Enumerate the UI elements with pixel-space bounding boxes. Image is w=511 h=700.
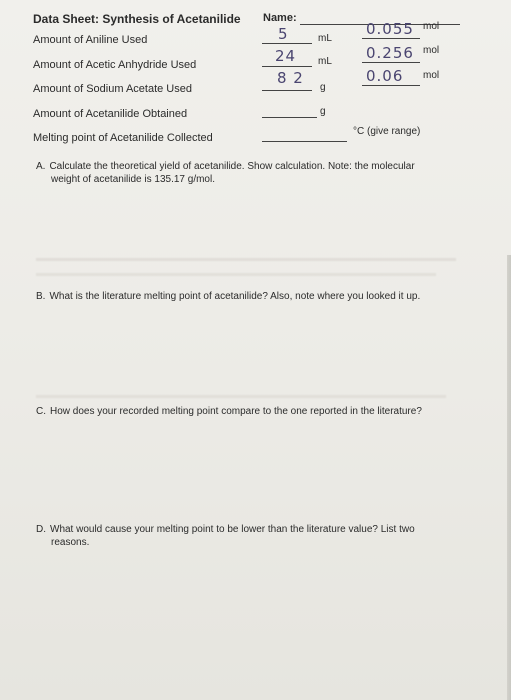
acetanilide-obtained-unit: g	[320, 106, 326, 117]
page-title: Data Sheet: Synthesis of Acetanilide	[33, 12, 241, 26]
row-label-melting-point: Melting point of Acetanilide Collected	[33, 132, 213, 144]
question-c-letter: C.	[36, 406, 46, 417]
question-a-text-line2: weight of acetanilide is 135.17 g/mol.	[51, 174, 215, 185]
melting-point-unit: °C (give range)	[353, 126, 421, 137]
page-edge-shadow	[507, 255, 511, 700]
aniline-moles-line	[362, 38, 420, 39]
acetic-anhydride-moles: 0.256	[366, 44, 414, 62]
row-label-acetanilide-obtained: Amount of Acetanilide Obtained	[33, 108, 188, 120]
row-label-acetic-anhydride: Amount of Acetic Anhydride Used	[33, 59, 197, 71]
question-d-letter: D.	[36, 524, 46, 535]
question-a-letter: A.	[36, 161, 46, 172]
question-b-letter: B.	[36, 291, 46, 302]
aniline-value: 5	[278, 25, 289, 43]
acetic-anhydride-value: 24	[275, 47, 297, 65]
question-a	[36, 160, 476, 186]
sodium-acetate-value-line	[262, 90, 312, 91]
name-label: Name:	[263, 12, 297, 24]
aniline-unit: mL	[318, 33, 332, 44]
show-through-text	[36, 254, 476, 282]
acetic-anhydride-value-line	[262, 66, 312, 67]
sodium-acetate-moles: 0.06	[366, 67, 404, 85]
aniline-value-line	[262, 43, 312, 44]
aniline-moles: 0.055	[366, 20, 414, 38]
sodium-acetate-moles-line	[362, 85, 420, 86]
show-through-text-2	[36, 391, 456, 403]
question-b-text: What is the literature melting point of acetanilide? Also, note where you looked it up.	[49, 291, 421, 302]
acetanilide-obtained-line	[262, 117, 317, 118]
question-a-text: Calculate the theoretical yield of acetanilide. Show calculation. Note: the molecular	[49, 161, 415, 172]
sodium-acetate-unit: g	[320, 82, 326, 93]
question-c-text: How does your recorded melting point compare to the one reported in the literature?	[50, 406, 422, 417]
row-label-sodium-acetate: Amount of Sodium Acetate Used	[33, 83, 192, 95]
acetic-anhydride-unit: mL	[318, 56, 332, 67]
row-label-aniline: Amount of Aniline Used	[33, 34, 148, 46]
acetic-anhydride-moles-unit: mol	[423, 45, 440, 56]
sodium-acetate-moles-unit: mol	[423, 70, 440, 81]
melting-point-line	[262, 141, 347, 142]
question-b	[36, 290, 486, 303]
question-c	[36, 405, 486, 418]
aniline-moles-unit: mol	[423, 21, 440, 32]
question-d	[36, 523, 486, 549]
question-d-text: What would cause your melting point to be lower than the literature value? List two	[50, 524, 415, 535]
question-d-text-line2: reasons.	[51, 537, 90, 548]
acetic-anhydride-moles-line	[362, 62, 420, 63]
sodium-acetate-value: 8 2	[277, 69, 304, 87]
